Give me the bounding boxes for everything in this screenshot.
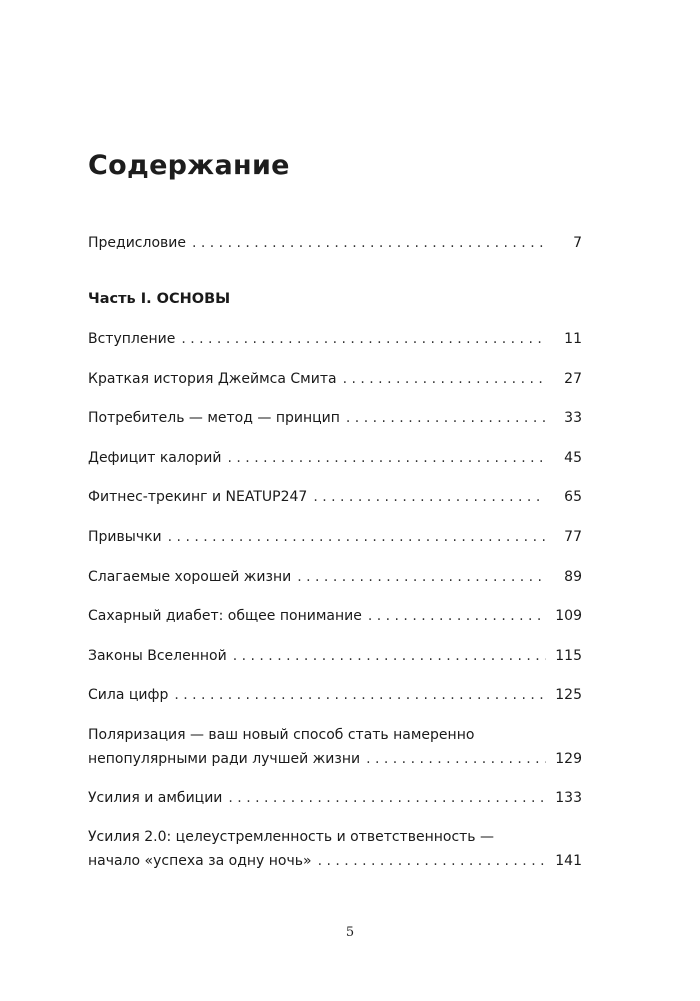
toc-entry-label: начало «успеха за одну ночь» (88, 853, 312, 869)
toc-entry-multiline (88, 827, 582, 871)
toc-page-number: 141 (555, 853, 582, 869)
dot-leader (346, 408, 546, 428)
dot-leader (297, 567, 546, 587)
toc-entry (88, 527, 582, 547)
toc-entry-label: Слагаемые хорошей жизни (88, 569, 292, 585)
toc-entry-label: Потребитель — метод — принцип (88, 410, 340, 426)
toc-entry-label: Дефицит калорий (88, 450, 222, 466)
toc-entry-label-line1: Усилия 2.0: целеустремленность и ответственность — (88, 829, 494, 845)
toc-page-number: 133 (555, 790, 582, 806)
toc-entry-label-line1: Поляризация — ваш новый способ стать намеренно (88, 727, 475, 743)
toc-page-number: 11 (564, 331, 582, 347)
toc-page-number: 27 (564, 371, 582, 387)
page-number-footer: 5 (345, 925, 355, 940)
dot-leader (366, 749, 546, 769)
toc-entry-label: Привычки (88, 529, 162, 545)
toc-page-number: 109 (555, 608, 582, 624)
toc-entry-label: Вступление (88, 331, 176, 347)
toc-page-number: 33 (564, 410, 582, 426)
dot-leader (228, 448, 547, 468)
dot-leader (233, 646, 546, 666)
toc-entry-label: Фитнес-трекинг и NEATUP247 (88, 489, 308, 505)
page-title: Содержание (88, 150, 290, 181)
toc-entry-label: Предисловие (88, 235, 186, 251)
toc-entry (88, 788, 582, 808)
dot-leader (181, 329, 546, 349)
toc-entry-label: Сахарный диабет: общее понимание (88, 608, 362, 624)
toc-entry-label: непопулярными ради лучшей жизни (88, 751, 361, 767)
toc-entry-label: Сила цифр (88, 687, 169, 703)
dot-leader (168, 527, 546, 547)
dot-leader (192, 233, 546, 253)
dot-leader (368, 606, 546, 626)
toc-page-number: 89 (564, 569, 582, 585)
toc-page-number: 125 (555, 687, 582, 703)
toc-page-number: 115 (555, 648, 582, 664)
toc-page-number: 45 (564, 450, 582, 466)
toc-entry (88, 567, 582, 587)
dot-leader (318, 851, 546, 871)
toc-entry (88, 369, 582, 389)
toc-entry (88, 606, 582, 626)
dot-leader (228, 788, 546, 808)
toc-page-number: 77 (564, 529, 582, 545)
toc-entry (88, 448, 582, 468)
toc-entry-label: Усилия и амбиции (88, 790, 223, 806)
toc-page-number: 65 (564, 489, 582, 505)
dot-leader (313, 487, 546, 507)
toc-entry-label: Законы Вселенной (88, 648, 227, 664)
toc-entry-label: Краткая история Джеймса Смита (88, 371, 337, 387)
toc-entry-preface (88, 233, 582, 253)
toc-page-number: 129 (555, 751, 582, 767)
toc-entry (88, 487, 582, 507)
dot-leader (174, 685, 546, 705)
toc-entry-multiline (88, 725, 582, 769)
toc-entry (88, 408, 582, 428)
toc-entry (88, 646, 582, 666)
dot-leader (343, 369, 546, 389)
toc-page-number: 7 (573, 235, 582, 251)
toc-entry (88, 329, 582, 349)
toc-entry (88, 685, 582, 705)
part-heading: Часть I. ОСНОВЫ (88, 291, 231, 307)
